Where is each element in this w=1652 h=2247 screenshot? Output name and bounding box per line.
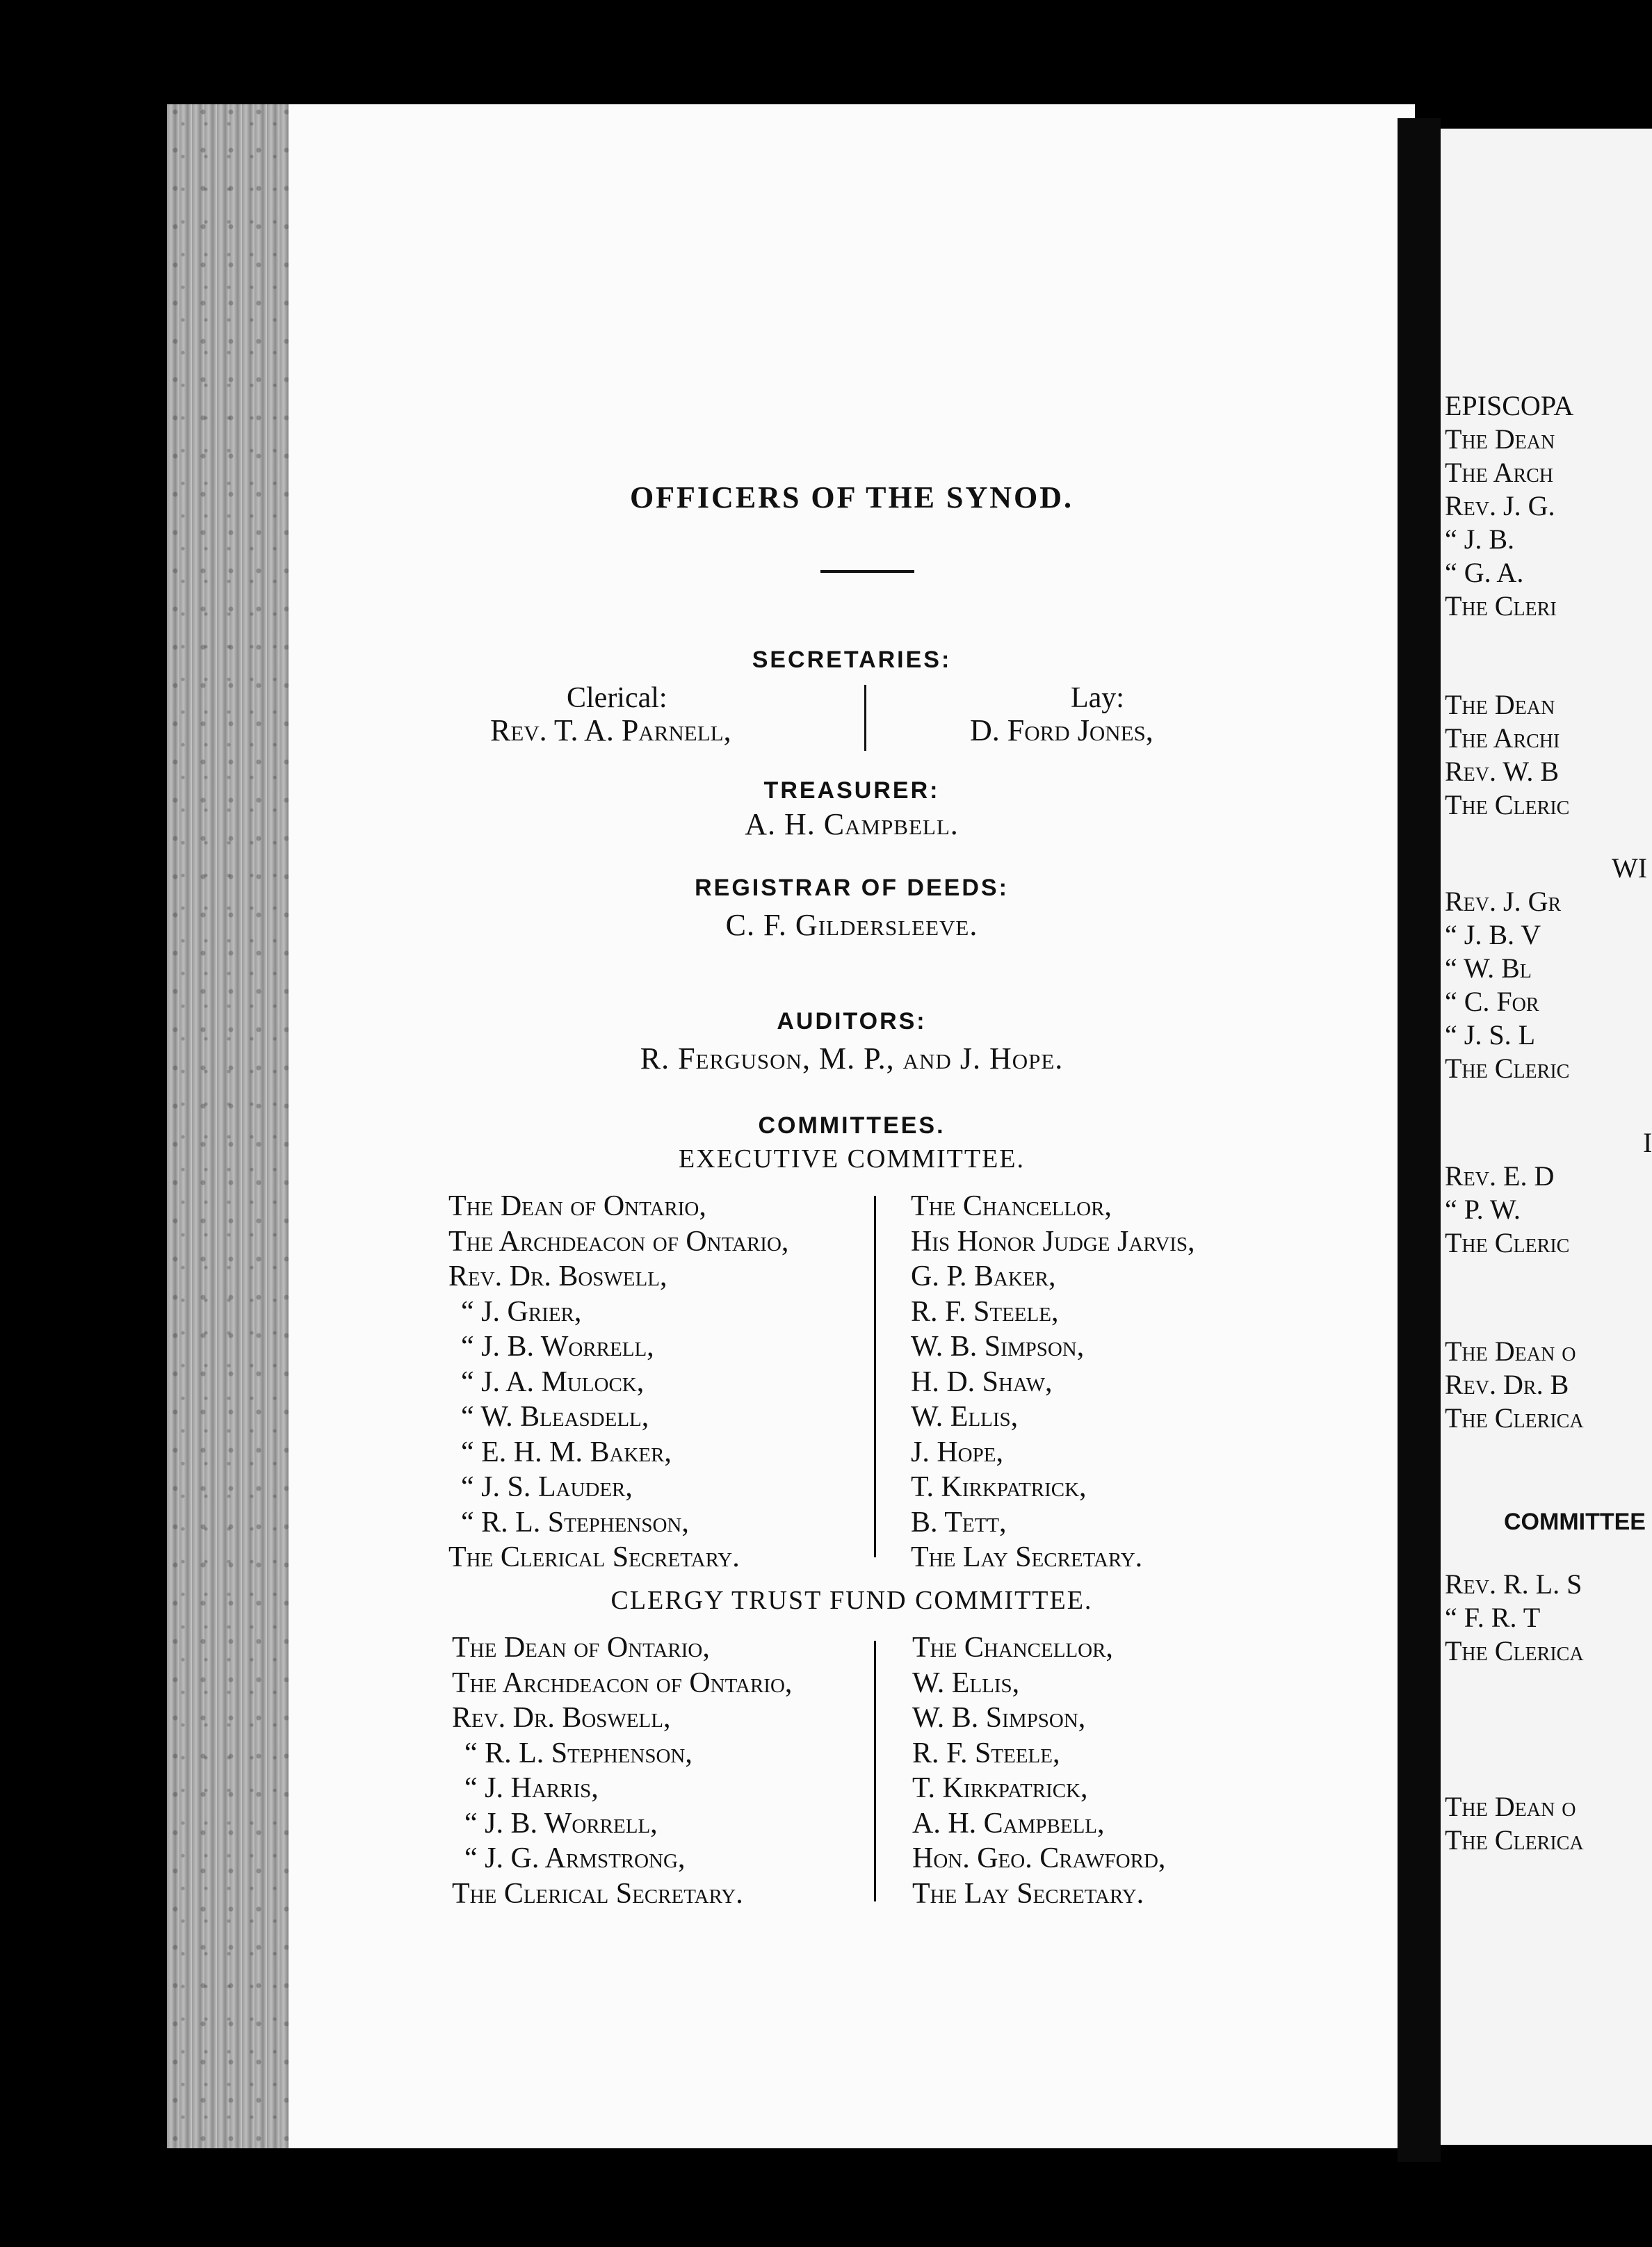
fragment-line: “ J. S. L [1445, 1019, 1535, 1051]
fragment-line: “ P. W. [1445, 1194, 1521, 1225]
fragment-line: The Dean o [1445, 1336, 1576, 1367]
executive-divider [874, 1196, 876, 1557]
member-name: The Lay Secretary. [911, 1541, 1143, 1573]
member-name: The Archdeacon of Ontario, [448, 1225, 789, 1258]
auditors-heading: AUDITORS: [777, 1008, 927, 1035]
member-name: “ R. L. Stephenson, [464, 1737, 693, 1769]
right-page-block-8 [1445, 1790, 1584, 1857]
fragment-line: The Cleri [1445, 590, 1557, 622]
member-name: Rev. Dr. Boswell, [452, 1702, 671, 1734]
member-name: T. Kirkpatrick, [912, 1772, 1088, 1804]
member-name: “ E. H. M. Baker, [461, 1436, 672, 1468]
fragment-line: The Arch [1445, 457, 1554, 488]
member-name: The Dean of Ontario, [452, 1632, 710, 1664]
member-name: “ J. B. Worrell, [461, 1331, 654, 1363]
member-name: H. D. Shaw, [911, 1365, 1053, 1398]
title-rule [820, 570, 914, 573]
fragment-line: Rev. J. Gr [1445, 886, 1562, 917]
member-name: The Clerical Secretary. [448, 1541, 740, 1573]
fragment-line: “ W. Bl [1445, 952, 1532, 984]
secretaries-divider [864, 685, 866, 751]
fragment-line: The Dean [1445, 689, 1555, 720]
book-gutter [1398, 118, 1441, 2162]
fragment-line: “ G. A. [1445, 557, 1524, 588]
fragment-line: The Cleric [1445, 1053, 1570, 1084]
member-name: Hon. Geo. Crawford, [912, 1842, 1166, 1874]
member-name: The Chancellor, [911, 1190, 1112, 1222]
fragment-line: “ F. R. T [1445, 1602, 1541, 1633]
right-page-block-7 [1445, 1568, 1584, 1668]
fragment-line: Rev. Dr. B [1445, 1369, 1569, 1400]
member-name: “ W. Bleasdell, [461, 1401, 649, 1433]
member-name: W. B. Simpson, [912, 1702, 1086, 1734]
fragment-line: The Dean o [1445, 1791, 1576, 1822]
member-name: The Archdeacon of Ontario, [452, 1666, 793, 1699]
member-name: The Clerical Secretary. [452, 1877, 743, 1910]
fragment-line: The Clerica [1445, 1824, 1584, 1856]
member-name: “ J. Grier, [461, 1295, 582, 1328]
member-name: W. B. Simpson, [911, 1331, 1085, 1363]
member-name: G. P. Baker, [911, 1260, 1056, 1292]
auditors-names: R. Ferguson, M. P., and J. Hope. [640, 1041, 1064, 1076]
right-page-block-3 [1445, 852, 1647, 1085]
fragment-line: The Archi [1445, 722, 1560, 754]
member-name: R. F. Steele, [912, 1737, 1060, 1769]
page-title: OFFICERS OF THE SYNOD. [629, 480, 1074, 514]
member-name: “ J. B. Worrell, [464, 1807, 658, 1840]
member-name: W. Ellis, [912, 1666, 1020, 1699]
fragment-line: Rev. R. L. S [1445, 1568, 1582, 1600]
fragment-line: Rev. W. B [1445, 756, 1560, 787]
lay-label: Lay: [1071, 682, 1124, 714]
fragment-line: EPISCOPA [1445, 390, 1574, 421]
member-name: A. H. Campbell, [912, 1807, 1105, 1840]
member-name: W. Ellis, [911, 1401, 1019, 1433]
fragment-line: I [1643, 1127, 1652, 1158]
right-page-block-4 [1445, 1126, 1652, 1260]
member-name: “ J. Harris, [464, 1772, 599, 1804]
member-name: The Chancellor, [912, 1632, 1113, 1664]
right-page-block-6 [1445, 1505, 1646, 1539]
fragment-line: “ C. For [1445, 986, 1539, 1017]
member-name: T. Kirkpatrick, [911, 1471, 1087, 1503]
fragment-line: “ J. B. V [1445, 919, 1541, 950]
right-page-block-1 [1445, 389, 1573, 623]
treasurer-name: A. H. Campbell. [745, 807, 959, 841]
member-name: “ J. G. Armstrong, [464, 1842, 686, 1874]
treasurer-heading: TREASURER: [763, 777, 940, 804]
member-name: “ J. A. Mulock, [461, 1365, 645, 1398]
fragment-line: WI [1612, 852, 1648, 884]
registrar-name: C. F. Gildersleeve. [725, 908, 978, 942]
clerical-secretary-name: Rev. T. A. Parnell, [490, 713, 731, 747]
fragment-line: Rev. E. D [1445, 1160, 1555, 1192]
right-page-block-2 [1445, 688, 1569, 822]
clergy-trust-lay-column [912, 1630, 1165, 1911]
clergy-trust-heading: CLERGY TRUST FUND COMMITTEE. [610, 1586, 1093, 1615]
member-name: J. Hope, [911, 1436, 1003, 1468]
lay-secretary-name: D. Ford Jones, [970, 713, 1153, 747]
committees-heading: COMMITTEES. [758, 1112, 946, 1139]
fragment-line: The Clerica [1445, 1402, 1584, 1434]
registrar-heading: REGISTRAR OF DEEDS: [695, 875, 1009, 901]
member-name: “ J. S. Lauder, [461, 1471, 633, 1503]
member-name: B. Tett, [911, 1506, 1007, 1539]
member-name: The Lay Secretary. [912, 1877, 1144, 1910]
fragment-line: The Cleric [1445, 789, 1570, 820]
fragment-line: The Clerica [1445, 1635, 1584, 1666]
fragment-line: Rev. J. G. [1445, 490, 1555, 521]
clergy-trust-divider [874, 1641, 876, 1901]
fragment-line: The Dean [1445, 423, 1555, 455]
right-page-block-5 [1445, 1335, 1584, 1435]
executive-clerical-column [448, 1189, 788, 1575]
page-edge-spine [167, 104, 295, 2148]
executive-lay-column [911, 1189, 1195, 1575]
secretaries-heading: SECRETARIES: [752, 647, 952, 673]
fragment-line: COMMITTEE [1504, 1509, 1646, 1535]
member-name: “ R. L. Stephenson, [461, 1506, 689, 1539]
member-name: R. F. Steele, [911, 1295, 1059, 1328]
member-name: Rev. Dr. Boswell, [448, 1260, 667, 1292]
clergy-trust-clerical-column [452, 1630, 792, 1911]
member-name: His Honor Judge Jarvis, [911, 1225, 1195, 1258]
clerical-label: Clerical: [567, 682, 667, 714]
fragment-line: The Cleric [1445, 1227, 1570, 1258]
executive-committee-heading: EXECUTIVE COMMITTEE. [678, 1144, 1026, 1174]
member-name: The Dean of Ontario, [448, 1190, 706, 1222]
fragment-line: “ J. B. [1445, 524, 1514, 555]
